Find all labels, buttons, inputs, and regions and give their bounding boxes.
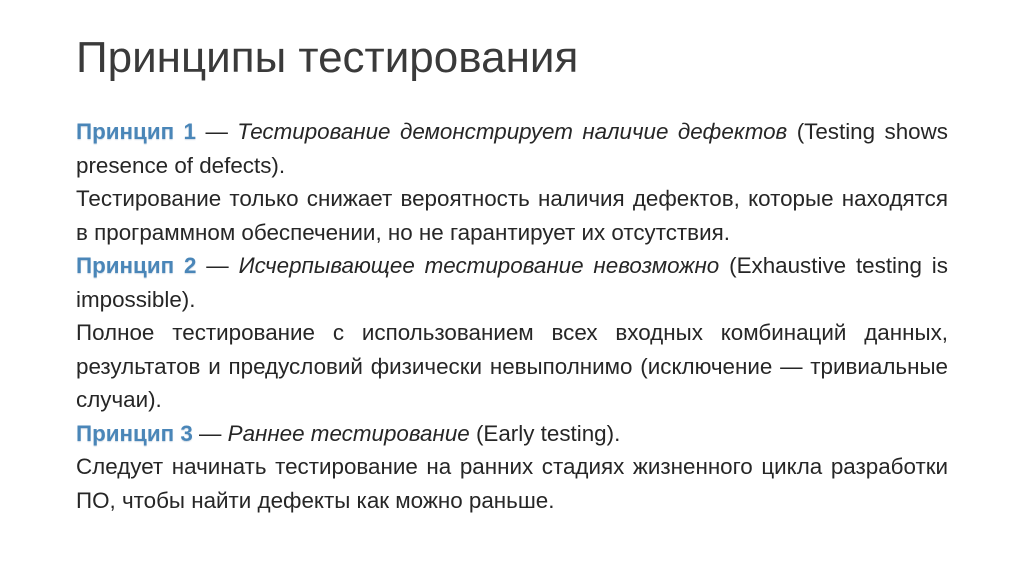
principle-1-english: (Testing shows presence of defects). xyxy=(76,119,948,178)
principle-1-heading xyxy=(76,115,948,182)
slide-content xyxy=(76,115,948,517)
principle-3-heading xyxy=(76,417,948,451)
principle-1-label: Принцип 1 xyxy=(76,119,197,144)
principle-2-heading xyxy=(76,249,948,316)
principle-1-dash: — xyxy=(196,119,238,144)
principle-3-dash: — xyxy=(192,420,228,446)
principle-3-english: (Early testing). xyxy=(469,420,621,446)
principle-2-name: Исчерпывающее тестирование невозможно xyxy=(238,253,720,278)
principle-3-description: Следует начинать тестирование на ранних стадиях жизненного цикла разработки ПО, чтобы найти дефекты как можно раньше. xyxy=(76,454,948,513)
principle-3-label: Принцип 3 xyxy=(76,420,193,446)
principle-2-english: (Exhaustive testing is impossible). xyxy=(76,253,948,312)
principle-2-description: Полное тестирование с использованием всех входных комбинаций данных, результатов и предусловий физически невыполнимо (исключение — тривиальные случаи). xyxy=(76,320,948,412)
principle-1-name: Тестирование демонстрирует наличие дефектов xyxy=(237,119,788,144)
principle-2-dash: — xyxy=(196,253,239,278)
principle-2-label: Принцип 2 xyxy=(76,253,197,278)
principle-3-name: Раннее тестирование xyxy=(227,420,470,446)
slide-title: Принципы тестирования xyxy=(76,33,579,82)
principle-1-description: Тестирование только снижает вероятность наличия дефектов, которые находятся в программном обеспечении, но не гарантирует их отсутствия. xyxy=(76,186,948,245)
